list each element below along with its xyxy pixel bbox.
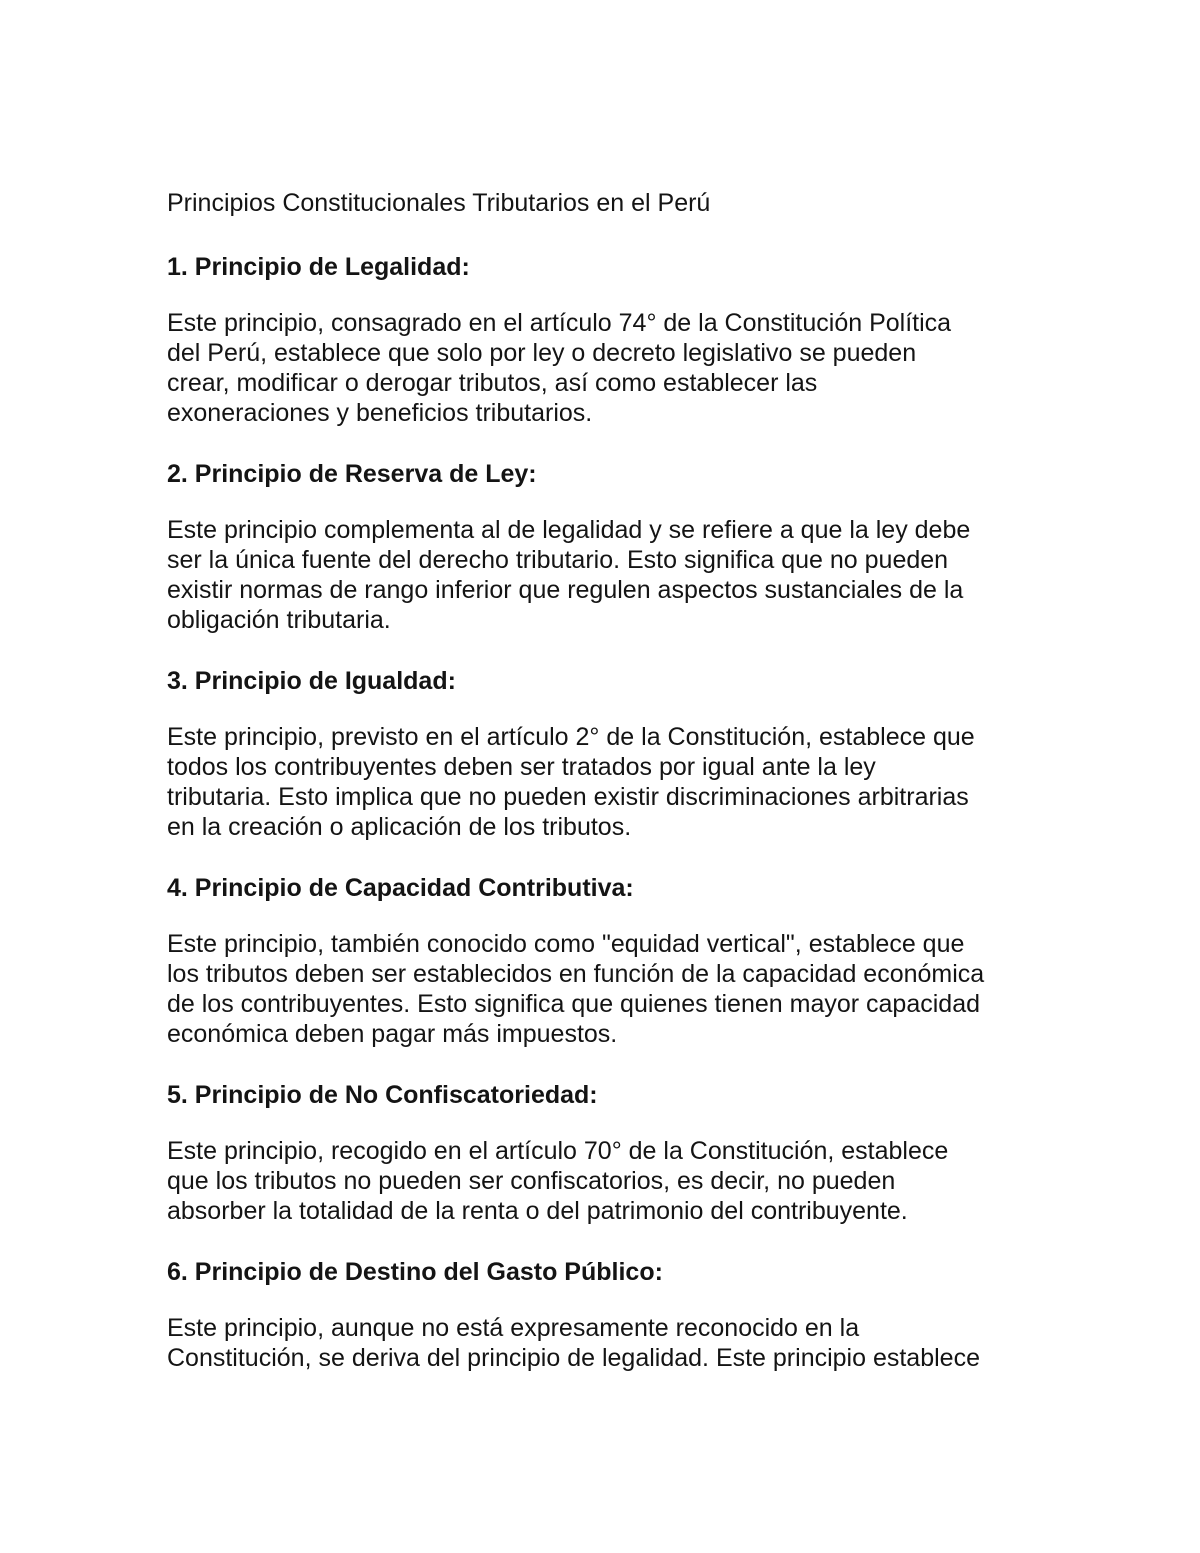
section-paragraph xyxy=(167,1136,1047,1226)
paragraph-line: Este principio, recogido en el artículo 70° de la Constitución, establece xyxy=(167,1137,949,1165)
section-paragraph xyxy=(167,1313,1047,1373)
section-reserva-de-ley xyxy=(167,459,1047,635)
paragraph-line: exoneraciones y beneficios tributarios. xyxy=(167,399,593,427)
paragraph-line: económica deben pagar más impuestos. xyxy=(167,1020,618,1048)
section-heading: 6. Principio de Destino del Gasto Público: xyxy=(167,1258,663,1286)
paragraph-line: que los tributos no pueden ser confiscatorios, es decir, no pueden xyxy=(167,1167,896,1195)
paragraph-line: los tributos deben ser establecidos en función de la capacidad económica xyxy=(167,960,985,988)
section-capacidad-contributiva xyxy=(167,873,1047,1049)
section-paragraph xyxy=(167,515,1047,635)
paragraph-line: tributaria. Esto implica que no pueden existir discriminaciones arbitrarias xyxy=(167,783,969,811)
section-heading: 3. Principio de Igualdad: xyxy=(167,667,456,695)
section-destino-gasto-publico xyxy=(167,1257,1047,1373)
paragraph-line: todos los contribuyentes deben ser tratados por igual ante la ley xyxy=(167,753,876,781)
paragraph-line: Constitución, se deriva del principio de legalidad. Este principio establece xyxy=(167,1344,980,1372)
paragraph-line: de los contribuyentes. Esto significa que quienes tienen mayor capacidad xyxy=(167,990,981,1018)
section-paragraph xyxy=(167,929,1047,1049)
paragraph-line: en la creación o aplicación de los tributos. xyxy=(167,813,632,841)
paragraph-line: Este principio, previsto en el artículo 2° de la Constitución, establece que xyxy=(167,723,975,751)
document-title: Principios Constitucionales Tributarios en el Perú xyxy=(167,189,711,217)
paragraph-line: obligación tributaria. xyxy=(167,606,391,634)
section-igualdad xyxy=(167,666,1047,842)
section-paragraph xyxy=(167,308,1047,428)
paragraph-line: Este principio, consagrado en el artículo 74° de la Constitución Política xyxy=(167,309,952,337)
paragraph-line: Este principio complementa al de legalidad y se refiere a que la ley debe xyxy=(167,516,971,544)
paragraph-line: Este principio, también conocido como "equidad vertical", establece que xyxy=(167,930,965,958)
section-heading: 4. Principio de Capacidad Contributiva: xyxy=(167,874,634,902)
section-heading: 2. Principio de Reserva de Ley: xyxy=(167,460,537,488)
section-paragraph xyxy=(167,722,1047,842)
paragraph-line: existir normas de rango inferior que regulen aspectos sustanciales de la xyxy=(167,576,964,604)
section-no-confiscatoriedad xyxy=(167,1080,1047,1226)
paragraph-line: absorber la totalidad de la renta o del patrimonio del contribuyente. xyxy=(167,1197,908,1225)
paragraph-line: crear, modificar o derogar tributos, así como establecer las xyxy=(167,369,818,397)
section-legalidad xyxy=(167,252,1047,428)
section-heading: 5. Principio de No Confiscatoriedad: xyxy=(167,1081,598,1109)
section-heading: 1. Principio de Legalidad: xyxy=(167,253,470,281)
paragraph-line: del Perú, establece que solo por ley o decreto legislativo se pueden xyxy=(167,339,917,367)
document-page xyxy=(167,188,1047,1404)
paragraph-line: ser la única fuente del derecho tributario. Esto significa que no pueden xyxy=(167,546,949,574)
paragraph-line: Este principio, aunque no está expresamente reconocido en la xyxy=(167,1314,860,1342)
